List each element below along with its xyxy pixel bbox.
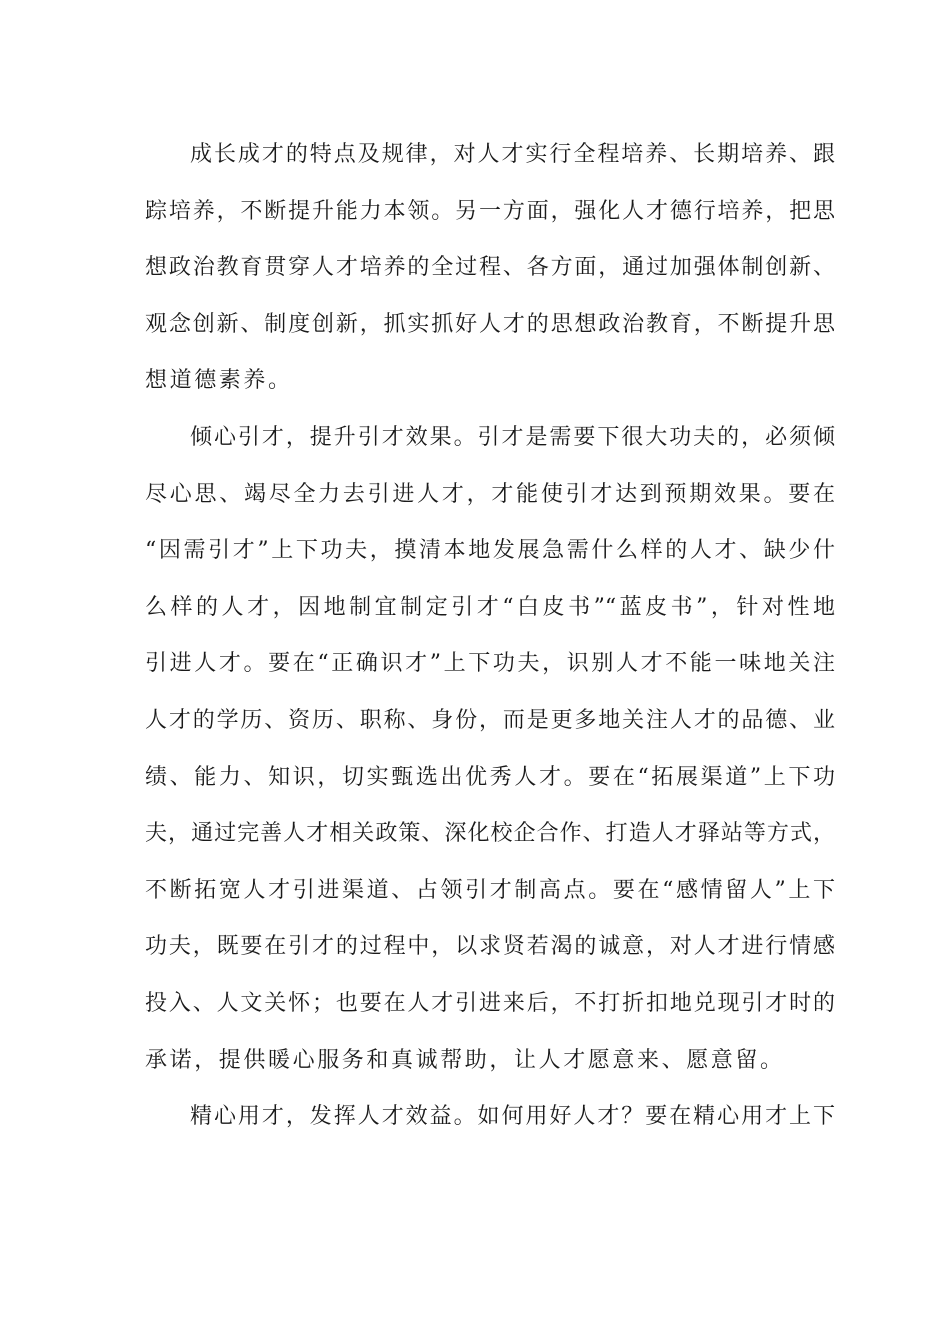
text-line: 不断拓宽人才引进渠道、占领引才制高点。要在“感情留人”上下 [145, 877, 835, 903]
text-line: 精心用才，发挥人才效益。如何用好人才？要在精心用才上下 [190, 1104, 835, 1130]
document-body [145, 127, 835, 1146]
text-line: 成长成才的特点及规律，对人才实行全程培养、长期培养、跟 [190, 142, 835, 167]
text-line: 人才的学历、资历、职称、身份，而是更多地关注人才的品德、业 [145, 707, 835, 733]
text-line: “因需引才”上下功夫，摸清本地发展急需什么样的人才、缺少什 [145, 538, 835, 564]
text-line: 投入、人文关怀；也要在人才引进来后，不打折扣地兑现引才时的 [145, 990, 835, 1016]
text-line: 绩、能力、知识，切实甄选出优秀人才。要在“拓展渠道”上下功 [145, 764, 835, 790]
text-line: 倾心引才，提升引才效果。引才是需要下很大功夫的，必须倾 [190, 424, 835, 450]
text-line: 观念创新、制度创新，抓实抓好人才的思想政治教育，不断提升思 [145, 311, 835, 337]
text-line: 踪培养，不断提升能力本领。另一方面，强化人才德行培养，把思 [145, 198, 835, 224]
text-line: 夫，通过完善人才相关政策、深化校企合作、打造人才驿站等方式， [145, 821, 835, 847]
text-line: 想政治教育贯穿人才培养的全过程、各方面，通过加强体制创新、 [145, 255, 835, 281]
paragraph-3 [145, 1089, 835, 1146]
paragraph-2 [145, 410, 835, 1089]
text-line: 功夫，既要在引才的过程中，以求贤若渴的诚意，对人才进行情感 [145, 934, 835, 960]
text-line: 引进人才。要在“正确识才”上下功夫，识别人才不能一味地关注 [145, 651, 835, 677]
paragraph-1 [145, 127, 835, 410]
text-line: 么样的人才，因地制宜制定引才“白皮书”“蓝皮书”，针对性地 [145, 594, 835, 620]
text-line: 承诺，提供暖心服务和真诚帮助，让人才愿意来、愿意留。 [145, 1047, 785, 1073]
text-line: 尽心思、竭尽全力去引进人才，才能使引才达到预期效果。要在 [145, 481, 835, 507]
text-line: 想道德素养。 [145, 368, 293, 394]
